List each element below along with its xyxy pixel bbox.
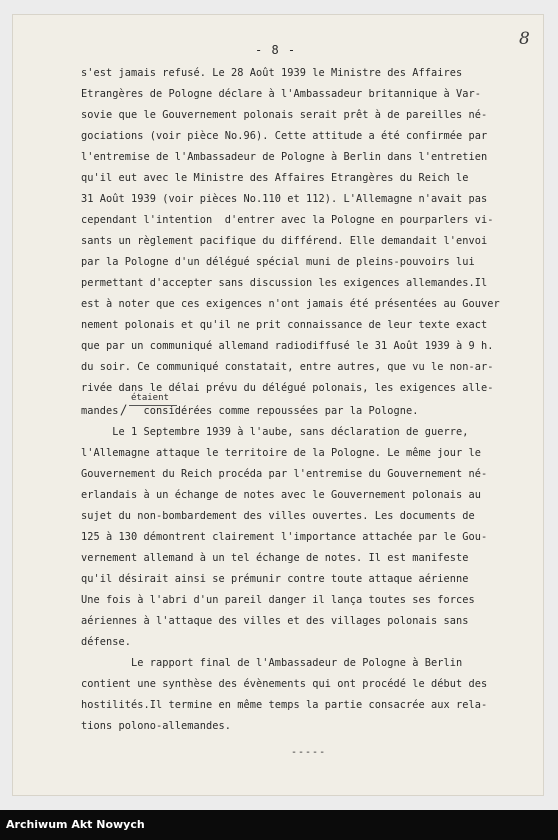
archive-folio-number: 8 xyxy=(519,29,530,49)
archive-footer-bar xyxy=(0,810,558,840)
text-line: s'est jamais refusé. Le 28 Août 1939 le Ministre des Affaires xyxy=(81,67,463,79)
text-line: permettant d'accepter sans discussion les exigences allemandes.Il xyxy=(81,277,488,289)
document-page xyxy=(12,14,544,796)
text-line: rivée dans le délai prévu du délégué polonais, les exigences alle- xyxy=(81,382,494,394)
text-line: hostilités.Il termine en même temps la partie consacrée aux rela- xyxy=(81,699,488,711)
text-line: erlandais à un échange de notes avec le Gouvernement polonais au xyxy=(81,489,481,501)
text-line: que par un communiqué allemand radiodiffusé le 31 Août 1939 à 9 h. xyxy=(81,340,494,352)
text-line: sovie que le Gouvernement polonais serait prêt à de pareilles né- xyxy=(81,109,488,121)
text-line: Gouvernement du Reich procéda par l'entremise du Gouvernement né- xyxy=(81,468,488,480)
text-line: nement polonais et qu'il ne prit connaissance de leur texte exact xyxy=(81,319,488,331)
text-line: Etrangères de Pologne déclare à l'Ambassadeur britannique à Var- xyxy=(81,88,481,100)
text-line: gociations (voir pièce No.96). Cette attitude a été confirmée par xyxy=(81,130,488,142)
text-line: 31 Août 1939 (voir pièces No.110 et 112). L'Allemagne n'avait pas xyxy=(81,193,488,205)
text-line: Une fois à l'abri d'un pareil danger il lança toutes ses forces xyxy=(81,594,475,606)
text-line: tions polono-allemandes. xyxy=(81,720,231,732)
text-line: du soir. Ce communiqué constatait, entre autres, que vu le non-ar- xyxy=(81,361,494,373)
page-number: - 8 - xyxy=(255,43,297,57)
text-line: qu'il désirait ainsi se prémunir contre toute attaque aérienne xyxy=(81,573,469,585)
text-line: par la Pologne d'un délégué spécial muni de pleins-pouvoirs lui xyxy=(81,256,475,268)
text-line: l'Allemagne attaque le territoire de la Pologne. Le même jour le xyxy=(81,447,481,459)
handwritten-insertion: étaient xyxy=(131,393,169,403)
text-line: sants un règlement pacifique du différend. Elle demandait l'envoi xyxy=(81,235,488,247)
end-mark: ----- xyxy=(291,747,327,758)
text-line: qu'il eut avec le Ministre des Affaires Etrangères du Reich le xyxy=(81,172,469,184)
text-line: mandes considérées comme repoussées par la Pologne. xyxy=(81,405,419,417)
text-line: sujet du non-bombardement des villes ouvertes. Les documents de xyxy=(81,510,475,522)
text-line: 125 à 130 démontrent clairement l'importance attachée par le Gou- xyxy=(81,531,488,543)
text-line: cependant l'intention d'entrer avec la Pologne en pourparlers vi- xyxy=(81,214,494,226)
text-line: Le rapport final de l'Ambassadeur de Pologne à Berlin xyxy=(81,657,463,669)
text-line: Le 1 Septembre 1939 à l'aube, sans déclaration de guerre, xyxy=(81,426,469,438)
text-line: contient une synthèse des évènements qui ont procédé le début des xyxy=(81,678,488,690)
text-line: vernement allemand à un tel échange de notes. Il est manifeste xyxy=(81,552,469,564)
text-line: l'entremise de l'Ambassadeur de Pologne à Berlin dans l'entretien xyxy=(81,151,488,163)
text-line: est à noter que ces exigences n'ont jamais été présentées au Gouver xyxy=(81,298,500,310)
archive-name: Archiwum Akt Nowych xyxy=(6,818,145,831)
text-line: défense. xyxy=(81,636,131,648)
text-line: aériennes à l'attaque des villes et des villages polonais sans xyxy=(81,615,469,627)
